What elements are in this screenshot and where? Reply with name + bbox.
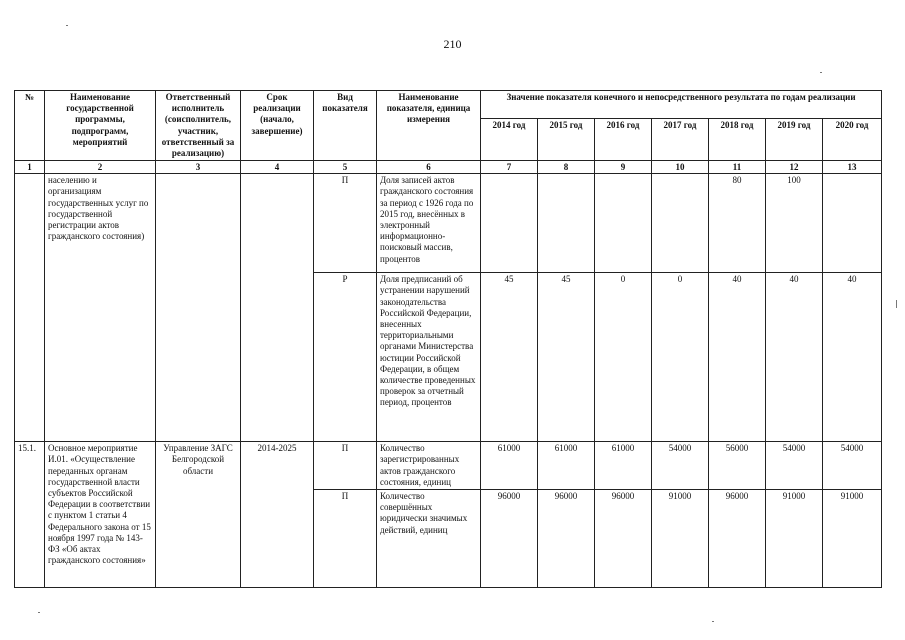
indicator-kind: П: [314, 490, 377, 588]
column-number: 5: [314, 161, 377, 174]
value-cell: [481, 174, 538, 273]
header-no: №: [15, 91, 45, 161]
scan-speck: [38, 612, 40, 613]
column-number: 1: [15, 161, 45, 174]
value-cell: 0: [595, 273, 652, 442]
value-cell: 96000: [595, 490, 652, 588]
value-cell: 54000: [652, 442, 709, 490]
value-cell: [595, 174, 652, 273]
value-cell: 54000: [766, 442, 823, 490]
header-values-group: Значение показателя конечного и непосредственного результата по годам реализации: [481, 91, 882, 119]
value-cell: 54000: [823, 442, 882, 490]
row-number: 15.1.: [15, 442, 45, 588]
value-cell: [652, 174, 709, 273]
indicator-table: [14, 90, 882, 588]
header-year: 2020 год: [823, 119, 882, 161]
column-number: 10: [652, 161, 709, 174]
indicator-kind: П: [314, 174, 377, 273]
executor: Управление ЗАГС Белгородской области: [156, 442, 241, 588]
row-number: [15, 174, 45, 442]
header-year: 2015 год: [538, 119, 595, 161]
scan-speck: [66, 25, 68, 26]
value-cell: 91000: [766, 490, 823, 588]
header-executor: Ответственный исполнитель (соисполнитель, участник, ответственный за реализацию): [156, 91, 241, 161]
indicator-name: Количество зарегистрированных актов гражданского состояния, единиц: [377, 442, 481, 490]
header-year: 2016 год: [595, 119, 652, 161]
header-indicator: Наименование показателя, единица измерения: [377, 91, 481, 161]
value-cell: 100: [766, 174, 823, 273]
value-cell: 40: [766, 273, 823, 442]
column-number: 7: [481, 161, 538, 174]
scan-speck: [896, 300, 897, 308]
value-cell: 91000: [652, 490, 709, 588]
value-cell: [823, 174, 882, 273]
value-cell: 45: [538, 273, 595, 442]
column-number: 8: [538, 161, 595, 174]
value-cell: 0: [652, 273, 709, 442]
value-cell: 96000: [709, 490, 766, 588]
value-cell: 61000: [595, 442, 652, 490]
indicator-name: Количество совершённых юридически значимых действий, единиц: [377, 490, 481, 588]
table-row: [15, 442, 882, 490]
column-number: 9: [595, 161, 652, 174]
value-cell: 56000: [709, 442, 766, 490]
column-number: 12: [766, 161, 823, 174]
value-cell: 61000: [481, 442, 538, 490]
value-cell: 40: [823, 273, 882, 442]
indicator-kind: П: [314, 442, 377, 490]
indicator-kind: Р: [314, 273, 377, 442]
value-cell: 96000: [481, 490, 538, 588]
column-number: 2: [45, 161, 156, 174]
column-number: 3: [156, 161, 241, 174]
column-number: 4: [241, 161, 314, 174]
scan-speck: [820, 72, 822, 73]
column-number: 13: [823, 161, 882, 174]
header-kind: Вид показателя: [314, 91, 377, 161]
value-cell: 61000: [538, 442, 595, 490]
executor: [156, 174, 241, 442]
program-name: населению и организациям государственных услуг по государственной регистрации актов гражданского состояния): [45, 174, 156, 442]
header-name: Наименование государственной программы, подпрограмм, мероприятий: [45, 91, 156, 161]
table-row: [15, 174, 882, 273]
program-name: Основное мероприятие И.01. «Осуществление переданных органам государственной власти субъектов Российской Федерации в соответствии с пунктом 1 статьи 4 Федерального закона от 15 ноября 1997 года № 143-ФЗ «Об актах гражданского состояния»: [45, 442, 156, 588]
term: [241, 174, 314, 442]
value-cell: [538, 174, 595, 273]
indicator-name: Доля записей актов гражданского состояния за период с 1926 года по 2015 год, внесённых в электронный информационно-поисковый массив, процентов: [377, 174, 481, 273]
value-cell: 96000: [538, 490, 595, 588]
scan-speck: [712, 621, 714, 622]
page-number: 210: [443, 37, 462, 51]
header-year: 2019 год: [766, 119, 823, 161]
header-year: 2017 год: [652, 119, 709, 161]
term: 2014-2025: [241, 442, 314, 588]
column-number: 11: [709, 161, 766, 174]
column-number: 6: [377, 161, 481, 174]
header-term: Срок реализации (начало, завершение): [241, 91, 314, 161]
value-cell: 45: [481, 273, 538, 442]
value-cell: 80: [709, 174, 766, 273]
column-number-row: [15, 161, 882, 174]
header-year: 2014 год: [481, 119, 538, 161]
value-cell: 40: [709, 273, 766, 442]
value-cell: 91000: [823, 490, 882, 588]
header-year: 2018 год: [709, 119, 766, 161]
indicator-name: Доля предписаний об устранении нарушений законодательства Российской Федерации, внесенных территориальными органами Министерства юстиции Российской Федерации, в общем количестве проведенных проверок за отчетный период, процентов: [377, 273, 481, 442]
